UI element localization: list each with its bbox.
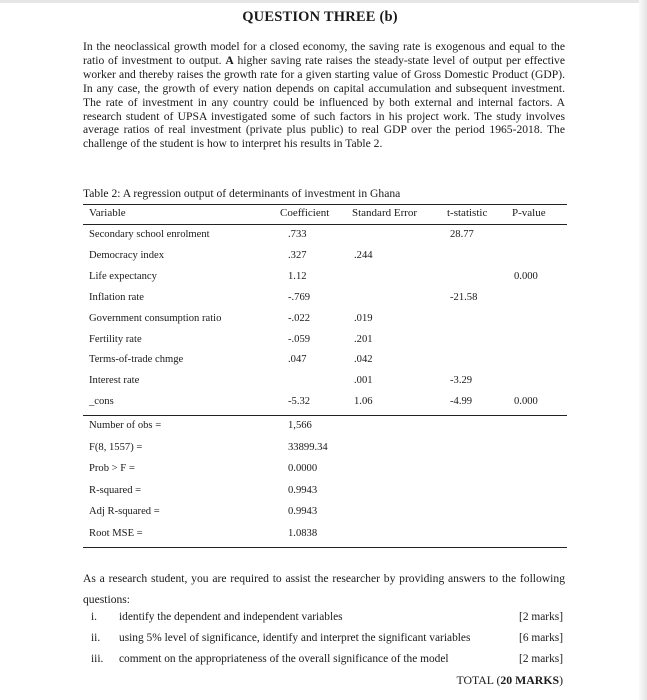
table-cell-variable: Inflation rate	[89, 292, 145, 303]
stat-value: 33899.34	[288, 442, 328, 453]
stat-value: 0.9943	[288, 485, 318, 496]
table-cell-variable: _cons	[89, 396, 114, 407]
stat-label: Adj R-squared =	[89, 506, 160, 517]
stat-label: Number of obs =	[89, 420, 162, 431]
table-cell-variable: Government consumption ratio	[89, 313, 222, 324]
page-title: QUESTION THREE (b)	[242, 9, 398, 25]
table-cell-p: 0.000	[514, 271, 538, 282]
header-t-statistic: t-statistic	[447, 207, 488, 219]
table-cell-coefficient: .733	[288, 229, 307, 240]
intro-segment: higher saving rate raises the steady-state level of output per effective worker and thereby raises the growth rate for a given starting value of Gross Domestic Product (GDP). In any case, the growth of every nation depends on capital accumulation and subsequent investment. The rate of investment in any country could be influenced by both external and internal factors. A research student of UPSA investigated some of such factors in his project work. The study involves average ratios of real investment (private plus public) to real GDP over the period 1965-2018. The challenge of the student is how to interpret his results in Table 2.	[83, 53, 565, 151]
header-p-value: P-value	[512, 207, 546, 219]
table-top-rule	[83, 204, 567, 205]
table-cell-coefficient: 1.12	[288, 271, 307, 282]
table-cell-variable: Interest rate	[89, 375, 140, 386]
question-marks: [2 marks]	[519, 653, 563, 665]
table-cell-coefficient: -.059	[288, 334, 311, 345]
question-number: i.	[91, 611, 98, 623]
table-cell-variable: Secondary school enrolment	[89, 229, 210, 240]
table-cell-se: .201	[354, 334, 373, 345]
header-standard-error: Standard Error	[352, 207, 418, 219]
table-cell-t: 28.77	[450, 229, 474, 240]
question-text: using 5% level of significance, identify and interpret the significant variables	[119, 632, 471, 644]
question-marks: [6 marks]	[519, 632, 563, 644]
table-cell-se: .042	[354, 354, 373, 365]
intro-paragraph	[83, 40, 565, 151]
question-marks: [2 marks]	[519, 611, 563, 623]
table-cell-variable: Terms-of-trade chmge	[89, 354, 184, 365]
table-cell-se: .244	[354, 250, 373, 261]
table-bottom-rule	[83, 547, 567, 548]
header-bottom-rule	[83, 224, 567, 225]
coefficients-bottom-rule	[83, 415, 567, 416]
table-cell-variable: Democracy index	[89, 250, 165, 261]
table-cell-coefficient: -.769	[288, 292, 311, 303]
stat-label: Prob > F =	[89, 463, 135, 474]
stat-label: R-squared =	[89, 485, 142, 496]
table-cell-coefficient: -5.32	[288, 396, 311, 407]
intro-segment: A	[225, 53, 234, 67]
question-text: identify the dependent and independent variables	[119, 611, 343, 623]
table-cell-coefficient: .327	[288, 250, 307, 261]
stat-label: Root MSE =	[89, 528, 143, 539]
table-cell-t: -21.58	[450, 292, 478, 303]
table-cell-coefficient: -.022	[288, 313, 311, 324]
table-cell-p: 0.000	[514, 396, 538, 407]
table-cell-se: .001	[354, 375, 373, 386]
table-caption: Table 2: A regression output of determinants of investment in Ghana	[83, 187, 401, 200]
header-variable: Variable	[89, 207, 126, 219]
intro-segment: In the neoclassical growth model for a closed economy, the saving rate is exogenous and equal to the ratio of investment to output.	[83, 40, 565, 67]
stat-value: 0.0000	[288, 463, 318, 474]
table-cell-variable: Life expectancy	[89, 271, 157, 282]
table-cell-se: 1.06	[354, 396, 373, 407]
header-coefficient: Coefficient	[280, 207, 330, 219]
stat-label: F(8, 1557) =	[89, 442, 143, 453]
instructions-paragraph: As a research student, you are required to assist the researcher by providing answers to the following questions:	[83, 572, 565, 606]
table-cell-variable: Fertility rate	[89, 334, 142, 345]
question-number: iii.	[91, 653, 104, 665]
total-marks: TOTAL (20 MARKS)	[456, 673, 563, 687]
question-text: comment on the appropriateness of the overall significance of the model	[119, 653, 449, 665]
table-cell-t: -4.99	[450, 396, 473, 407]
question-number: ii.	[91, 632, 101, 644]
page-right-shadow	[639, 0, 647, 700]
table-cell-se: .019	[354, 313, 373, 324]
stat-value: 1,566	[288, 420, 312, 431]
stat-value: 1.0838	[288, 528, 318, 539]
table-cell-t: -3.29	[450, 375, 473, 386]
stat-value: 0.9943	[288, 506, 318, 517]
page-top-edge	[0, 0, 647, 3]
table-cell-coefficient: .047	[288, 354, 307, 365]
